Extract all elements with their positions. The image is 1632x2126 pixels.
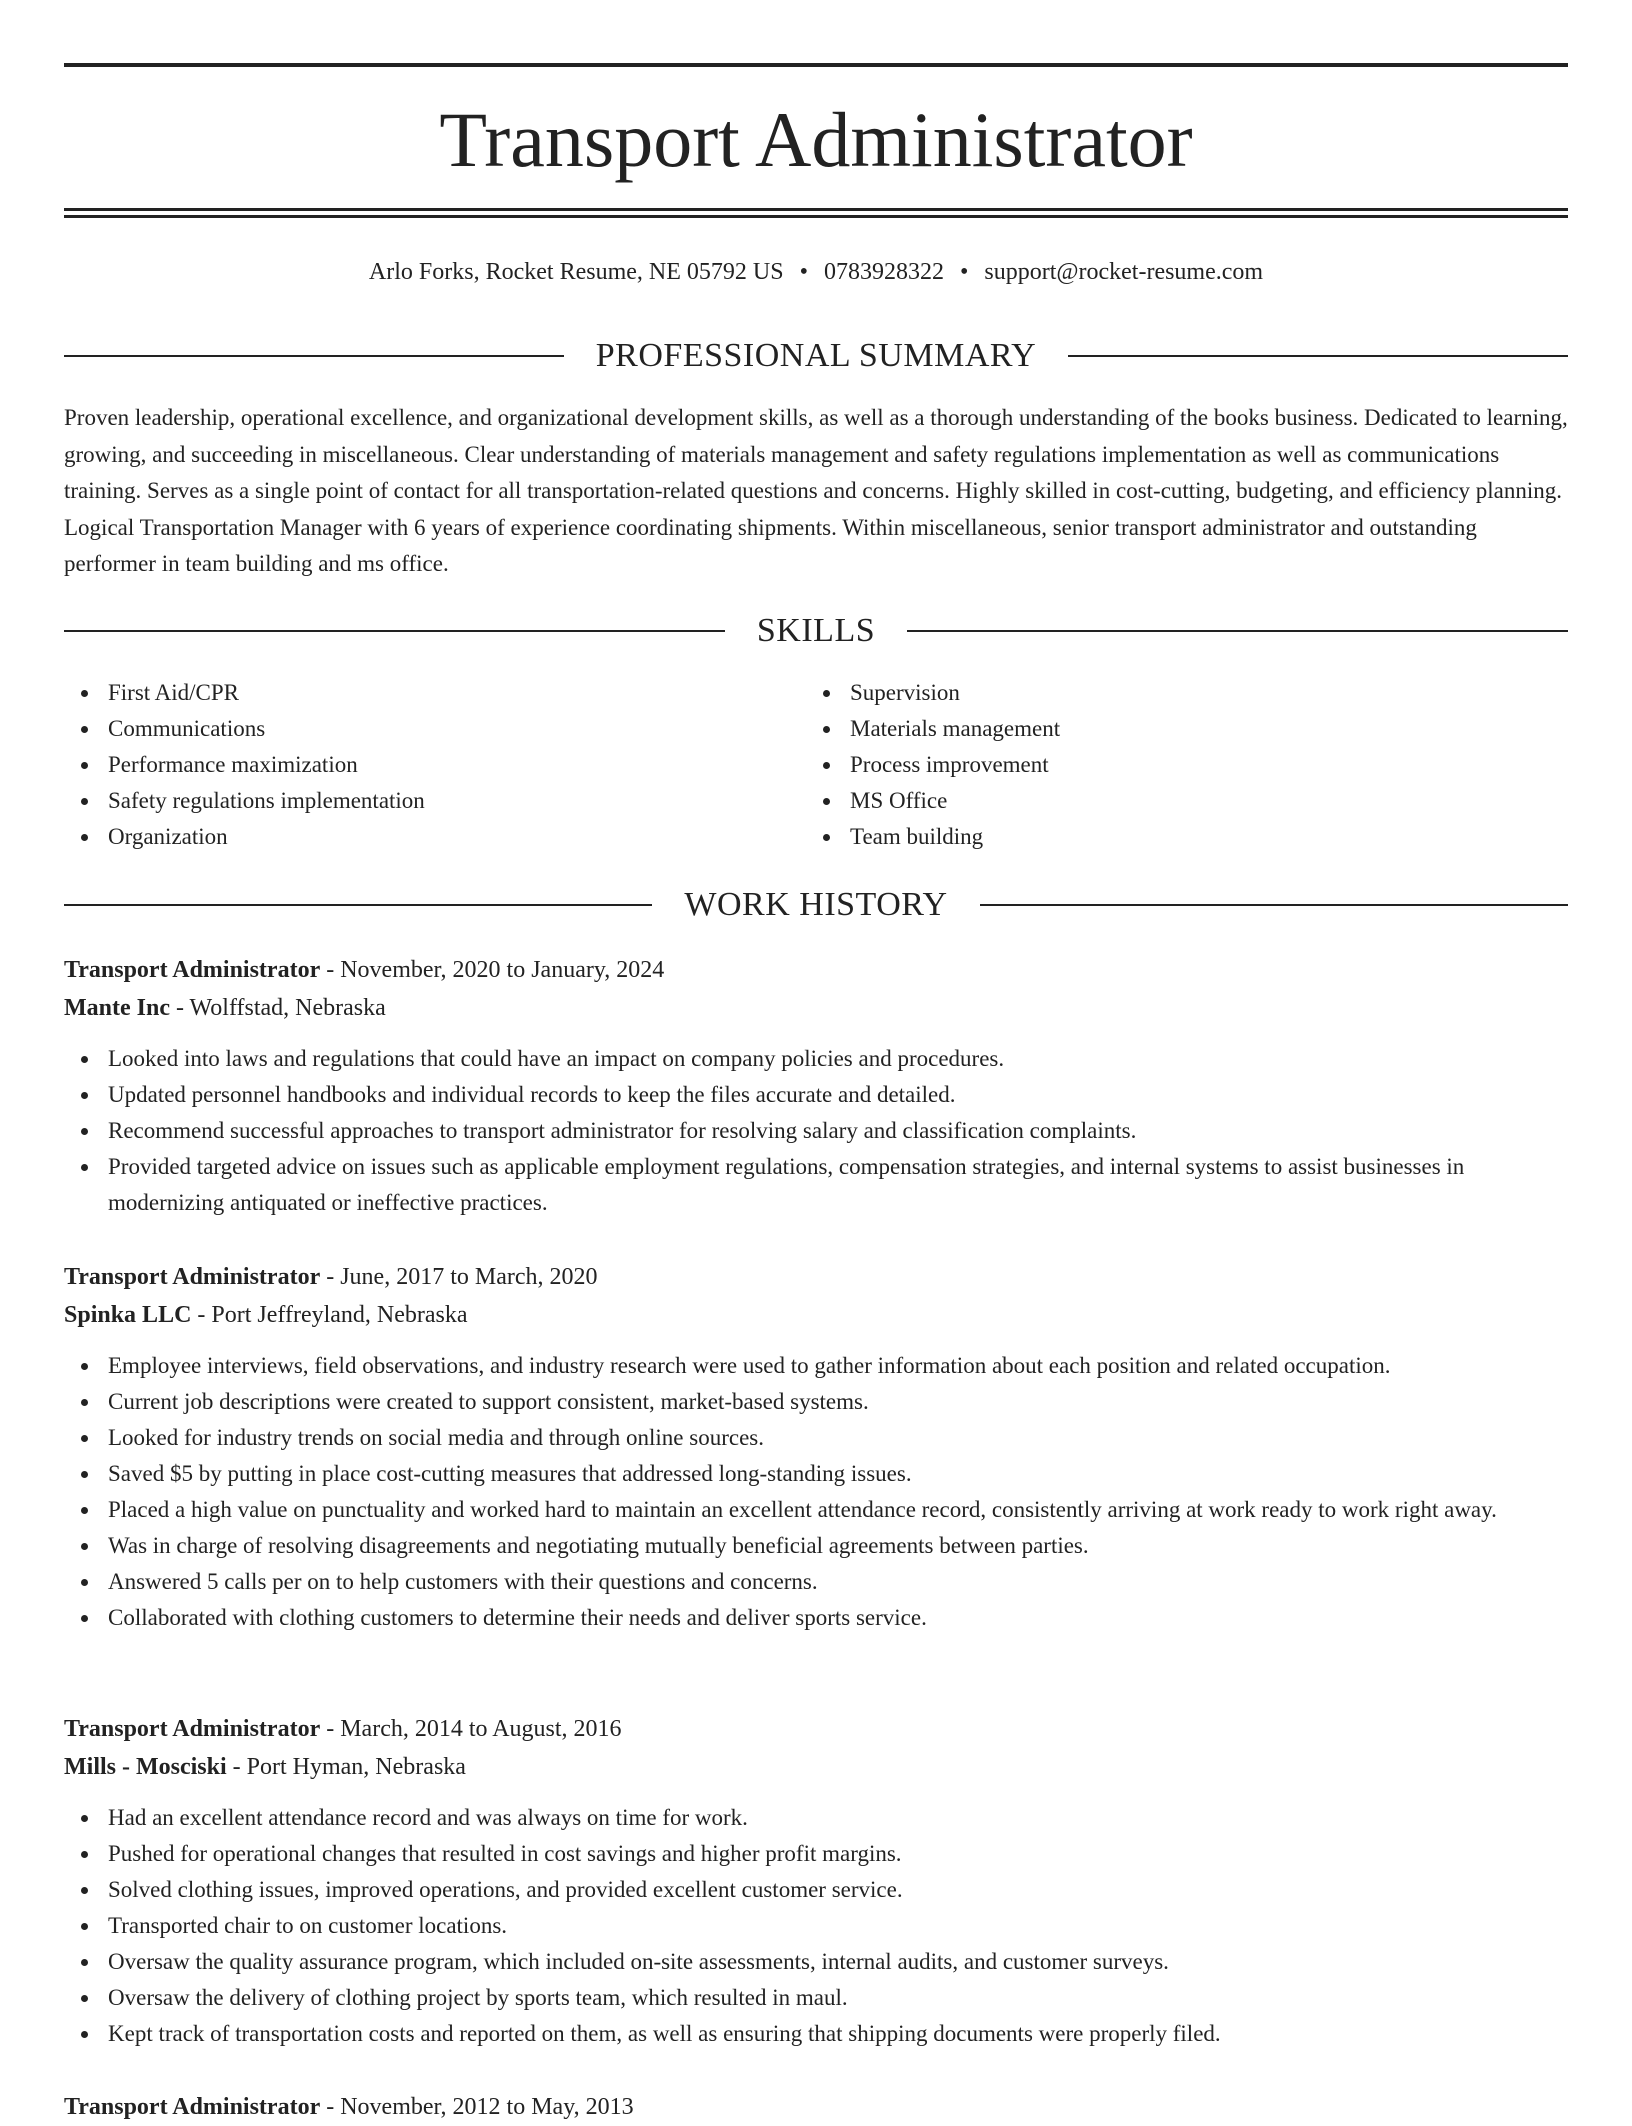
job-dates: - November, 2020 to January, 2024 [320,957,665,983]
job-bullets [64,1800,1568,2052]
job-company-line [64,1296,1568,1334]
job-bullet: Updated personnel handbooks and individual records to keep the files accurate and detailed. [64,1077,1568,1113]
contact-phone: 0783928322 [823,259,944,285]
contact-separator: • [799,259,808,285]
section-title: WORK HISTORY [684,886,948,923]
skills-list [64,675,1568,855]
job-company-line [64,1748,1568,1786]
skill-item: Materials management [806,711,1548,747]
job-bullet: Oversaw the delivery of clothing project by sports team, which resulted in maul. [64,1980,1568,2016]
job-bullet: Current job descriptions were created to support consistent, market-based systems. [64,1384,1568,1420]
job-bullet: Answered 5 calls per on to help customers with their questions and concerns. [64,1564,1568,1600]
job-dates: - June, 2017 to March, 2020 [320,1264,598,1290]
job-entry [64,951,1568,1221]
job-title-line [64,1258,1568,1296]
job-title: Transport Administrator [64,957,321,983]
job-bullet: Looked into laws and regulations that could have an impact on company policies and procedures. [64,1041,1568,1077]
job-bullet: Recommend successful approaches to transport administrator for resolving salary and classification complaints. [64,1113,1568,1149]
header-rule-lower [64,215,1568,218]
job-bullet: Collaborated with clothing customers to determine their needs and deliver sports service. [64,1600,1568,1636]
skills-column-left [64,675,806,855]
section-heading-work-history [64,883,1568,927]
job-location: - Port Hyman, Nebraska [226,1754,466,1780]
job-title: Transport Administrator [64,1264,321,1290]
job-title-line [64,2088,1568,2126]
job-dates: - November, 2012 to May, 2013 [320,2094,634,2120]
job-company-line [64,989,1568,1027]
skill-item: Performance maximization [64,747,806,783]
skill-item: Supervision [806,675,1548,711]
job-bullet: Saved $5 by putting in place cost-cutting measures that addressed long-standing issues. [64,1456,1568,1492]
section-title: SKILLS [756,612,876,649]
contact-separator: • [959,259,969,285]
contact-address: Arlo Forks, Rocket Resume, NE 05792 US [368,259,784,285]
job-title: Transport Administrator [64,2094,321,2120]
job-bullet: Looked for industry trends on social media and through online sources. [64,1420,1568,1456]
header-rule-upper [64,208,1568,211]
job-title: Transport Administrator [64,1716,321,1742]
skills-column-right [806,675,1548,855]
job-title-line [64,1710,1568,1748]
skill-item: MS Office [806,783,1548,819]
job-entry [64,1710,1568,2052]
contact-email: support@rocket-resume.com [984,259,1264,285]
job-company: Mills - Mosciski [64,1754,227,1780]
job-bullet: Transported chair to on customer locations. [64,1908,1568,1944]
heading-rule [64,630,725,632]
skill-item: Communications [64,711,806,747]
job-bullet: Had an excellent attendance record and was always on time for work. [64,1800,1568,1836]
job-location: - Port Jeffreyland, Nebraska [191,1302,468,1328]
section-title: PROFESSIONAL SUMMARY [595,337,1037,374]
skill-item: Process improvement [806,747,1548,783]
job-bullet: Placed a high value on punctuality and worked hard to maintain an excellent attendance record, consistently arriving at work ready to work right away. [64,1492,1568,1528]
heading-rule [980,904,1568,906]
job-entry [64,2088,1568,2126]
job-dates: - March, 2014 to August, 2016 [320,1716,622,1742]
skill-item: Team building [806,819,1548,855]
job-entry [64,1258,1568,1636]
resume-name: Transport Administrator [439,96,1193,183]
job-bullet: Solved clothing issues, improved operations, and provided excellent customer service. [64,1872,1568,1908]
job-bullet: Provided targeted advice on issues such as applicable employment regulations, compensation strategies, and internal systems to assist businesses in modernizing antiquated or ineffective practices. [64,1149,1568,1221]
job-bullet: Was in charge of resolving disagreements and negotiating mutually beneficial agreements between parties. [64,1528,1568,1564]
section-heading-summary [64,334,1568,378]
job-title-line [64,951,1568,989]
heading-rule [1068,355,1568,357]
job-bullets [64,1348,1568,1636]
job-bullet: Kept track of transportation costs and reported on them, as well as ensuring that shipping documents were properly filed. [64,2016,1568,2052]
skill-item: Safety regulations implementation [64,783,806,819]
contact-line [64,254,1568,290]
skill-item: Organization [64,819,806,855]
job-bullet: Oversaw the quality assurance program, which included on-site assessments, internal audits, and customer surveys. [64,1944,1568,1980]
job-bullet: Employee interviews, field observations, and industry research were used to gather information about each position and related occupation. [64,1348,1568,1384]
section-heading-skills [64,609,1568,653]
job-company: Mante Inc [64,995,170,1021]
heading-rule [64,355,564,357]
summary-paragraph: Proven leadership, operational excellence, and organizational development skills, as well as a thorough understanding of the books business. Dedicated to learning, growing, and succeeding in miscellaneous. Clear understanding of materials management and safety regulations implementation as well as communications training. Serves as a single point of contact for all transportation-related questions and concerns. Highly skilled in cost-cutting, budgeting, and efficiency planning. Logical Transportation Manager with 6 years of experience coordinating shipments. Within miscellaneous, senior transport administrator and outstanding performer in team building and ms office. [64,405,1568,576]
skill-item: First Aid/CPR [64,675,806,711]
job-location: - Wolffstad, Nebraska [169,995,386,1021]
heading-rule [907,630,1568,632]
top-rule [64,63,1568,67]
job-bullets [64,1041,1568,1221]
heading-rule [64,904,652,906]
job-company: Spinka LLC [64,1302,192,1328]
job-bullet: Pushed for operational changes that resulted in cost savings and higher profit margins. [64,1836,1568,1872]
